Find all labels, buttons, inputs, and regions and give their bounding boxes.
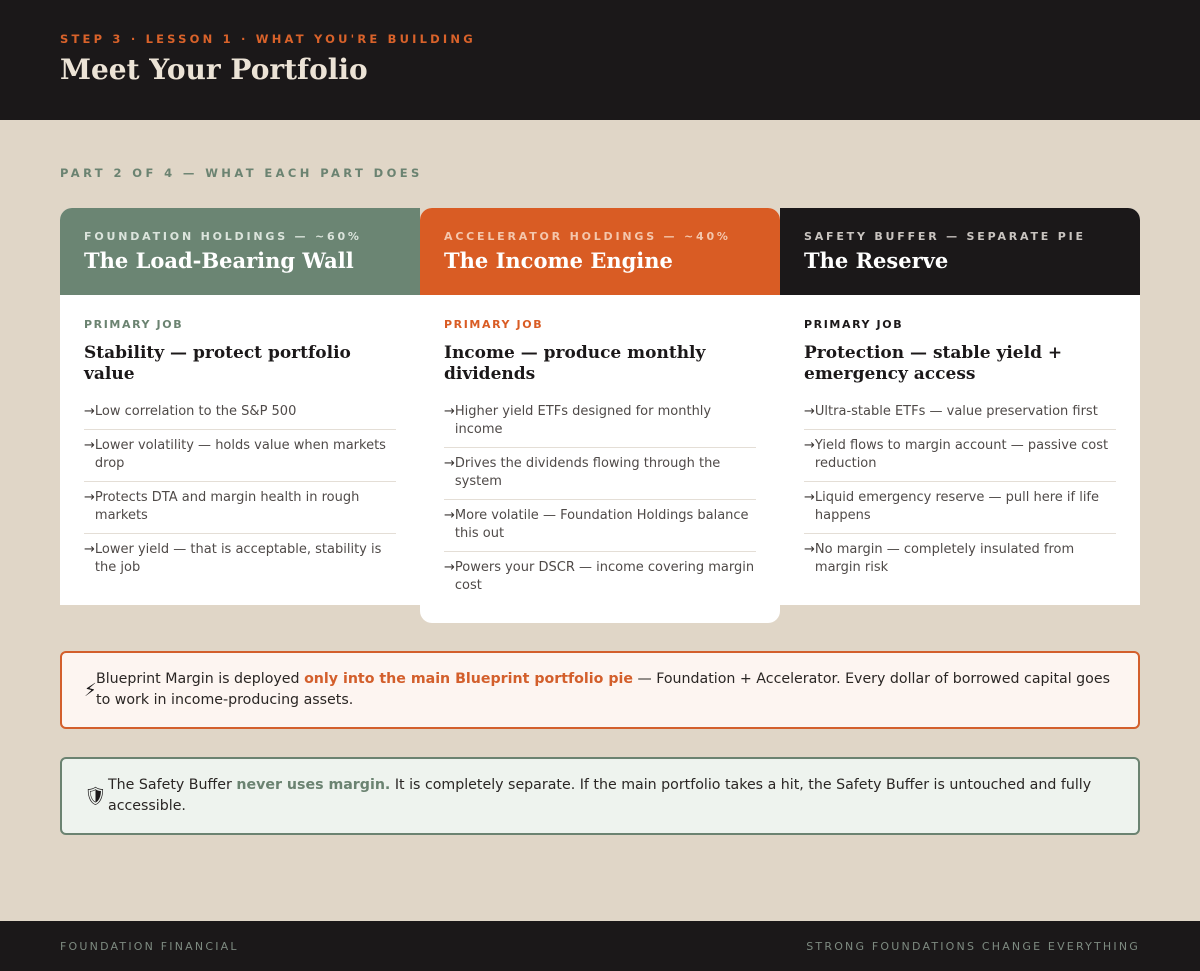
list-item <box>804 430 1116 482</box>
footer-brand: FOUNDATION FINANCIAL <box>60 940 239 953</box>
arrow-right-icon: → <box>804 404 815 419</box>
arrow-right-icon: → <box>444 456 455 471</box>
primary-job-label: PRIMARY JOB <box>84 318 184 331</box>
callout-text-end: It is completely separate. If the main portfolio takes a hit, the Safety Buffer is untouched and fully accessible. <box>108 777 1092 814</box>
list-item <box>444 448 756 500</box>
list-item <box>444 552 756 603</box>
card-category: ACCELERATOR HOLDINGS — ~40% <box>444 230 731 243</box>
card-header <box>420 208 780 295</box>
page-title: Meet Your Portfolio <box>60 53 368 86</box>
arrow-right-icon: → <box>804 438 815 453</box>
card-safety-buffer <box>780 208 1140 605</box>
card-foundation-holdings <box>60 208 420 605</box>
callout-text <box>96 669 1116 711</box>
card-body <box>60 295 420 585</box>
point-text: Ultra-stable ETFs — value preservation first <box>814 404 1098 419</box>
footer-tagline: STRONG FOUNDATIONS CHANGE EVERYTHING <box>806 940 1140 953</box>
list-item <box>84 430 396 482</box>
point-text: No margin — completely insulated from margin risk <box>814 542 1075 575</box>
list-item <box>804 534 1116 585</box>
list-item <box>444 403 756 448</box>
point-text: Liquid emergency reserve — pull here if life happens <box>814 490 1100 523</box>
point-text: Lower volatility — holds value when markets drop <box>94 438 386 471</box>
card-header <box>780 208 1140 295</box>
margin-callout <box>60 651 1140 729</box>
callout-highlight: never uses margin. <box>236 777 391 793</box>
callout-text-start: Blueprint Margin is deployed <box>96 671 305 687</box>
primary-job-label: PRIMARY JOB <box>804 318 904 331</box>
arrow-right-icon: → <box>84 490 95 505</box>
arrow-right-icon: → <box>804 490 815 505</box>
arrow-right-icon: → <box>84 542 95 557</box>
arrow-right-icon: → <box>444 508 455 523</box>
arrow-right-icon: → <box>84 404 95 419</box>
card-category: FOUNDATION HOLDINGS — ~60% <box>84 230 362 243</box>
page-footer <box>0 921 1200 971</box>
arrow-right-icon: → <box>804 542 815 557</box>
arrow-right-icon: → <box>444 404 455 419</box>
list-item <box>444 500 756 552</box>
arrow-right-icon: → <box>444 560 455 575</box>
card-body <box>420 295 780 603</box>
callout-highlight: only into the main Blueprint portfolio pie <box>304 671 633 687</box>
callout-text-end: — Foundation + Accelerator. Every dollar of borrowed capital goes to work in income-producing assets. <box>96 671 1110 708</box>
lesson-eyebrow: STEP 3 · LESSON 1 · WHAT YOU'RE BUILDING <box>60 32 476 46</box>
section-label: PART 2 OF 4 — WHAT EACH PART DOES <box>60 166 423 180</box>
point-text: Yield flows to margin account — passive cost reduction <box>814 438 1109 471</box>
list-item <box>84 403 396 430</box>
list-item <box>804 403 1116 430</box>
card-header <box>60 208 420 295</box>
card-accelerator-holdings <box>420 208 780 623</box>
point-text: Drives the dividends flowing through the system <box>454 456 721 489</box>
card-body <box>780 295 1140 585</box>
shield-icon: 🛡 <box>84 785 107 807</box>
list-item <box>804 482 1116 534</box>
list-item <box>84 534 396 585</box>
point-text: Powers your DSCR — income covering margin cost <box>454 560 755 593</box>
card-title: The Load-Bearing Wall <box>84 248 354 273</box>
callout-text-start: The Safety Buffer <box>108 777 237 793</box>
card-title: The Income Engine <box>444 248 673 273</box>
point-list <box>444 403 756 603</box>
safety-buffer-callout <box>60 757 1140 835</box>
primary-job-text: Stability — protect portfolio value <box>84 343 351 384</box>
lightning-icon: ⚡ <box>84 679 97 701</box>
primary-job-label: PRIMARY JOB <box>444 318 544 331</box>
list-item <box>84 482 396 534</box>
primary-job-text: Income — produce monthly dividends <box>444 343 706 384</box>
card-category: SAFETY BUFFER — SEPARATE PIE <box>804 230 1086 243</box>
primary-job-text: Protection — stable yield + emergency access <box>804 343 1063 384</box>
card-title: The Reserve <box>804 248 949 273</box>
point-list <box>804 403 1116 585</box>
arrow-right-icon: → <box>84 438 95 453</box>
callout-text <box>108 775 1116 817</box>
point-text: Protects DTA and margin health in rough markets <box>94 490 360 523</box>
point-text: Higher yield ETFs designed for monthly income <box>454 404 712 437</box>
point-list <box>84 403 396 585</box>
point-text: Low correlation to the S&P 500 <box>94 404 297 419</box>
point-text: More volatile — Foundation Holdings balance this out <box>454 508 749 541</box>
page-header <box>0 0 1200 120</box>
point-text: Lower yield — that is acceptable, stability is the job <box>94 542 382 575</box>
